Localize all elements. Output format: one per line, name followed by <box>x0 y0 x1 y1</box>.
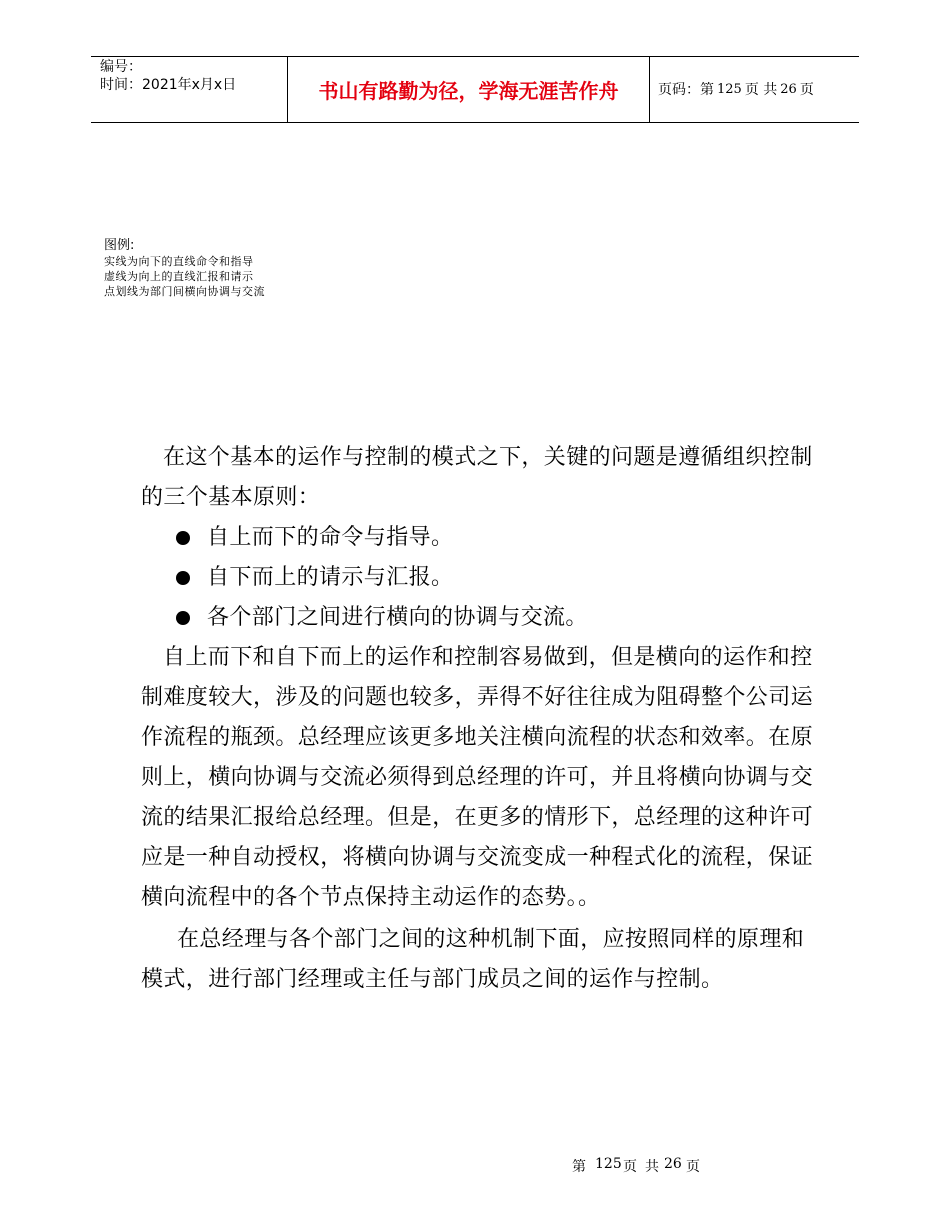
footer-suffix: 页 <box>686 1159 700 1175</box>
bullet-icon <box>176 611 190 625</box>
footer-mid2: 共 <box>645 1159 659 1175</box>
list-item-text: 自上而下的命令与指导。 <box>207 525 454 550</box>
footer-prefix: 第 <box>572 1159 586 1175</box>
footer-mid1: 页 <box>623 1159 637 1175</box>
header-divider <box>649 56 650 122</box>
header-motto: 书山有路勤为径，学海无涯苦作舟 <box>318 78 619 103</box>
document-body <box>141 438 813 1000</box>
bullet-icon <box>176 531 190 545</box>
legend-title: 图例: <box>104 238 135 253</box>
body-paragraph: 自上而下和自下而上的运作和控制容易做到，但是横向的运作和控制难度较大，涉及的问题也较多，弄得不好往往成为阻碍整个公司运作流程的瓶颈。总经理应该更多地关注横向流程的状态和效率。在原则上，横向协调与交流必须得到总经理的许可，并且将横向协调与交流的结果汇报给总经理。但是，在更多的情形下，总经理的这种许可应是一种自动授权，将横向协调与交流变成一种程式化的流程，保证横向流程中的各个节点保持主动运作的态势。。 <box>141 645 814 910</box>
header-page-suffix: 页 <box>799 82 814 98</box>
body-paragraph: 在总经理与各个部门之间的这种机制下面，应按照同样的原理和模式，进行部门经理或主任与部门成员之间的运作与控制。 <box>141 927 805 992</box>
list-item <box>141 598 813 638</box>
intro-paragraph: 在这个基本的运作与控制的模式之下，关键的问题是遵循组织控制的三个基本原则： <box>141 445 813 510</box>
header-page-current: 125 <box>717 81 742 97</box>
header-time-label: 时间：2021年x月x日 <box>100 77 237 93</box>
header-page-indicator <box>658 56 814 122</box>
footer-page-current: 125 <box>595 1156 622 1172</box>
list-item <box>141 558 813 598</box>
header-page-total: 26 <box>780 81 797 97</box>
header-page-mid: 页 共 <box>744 82 778 98</box>
legend-item-solid: 实线为向下的直线命令和指导 <box>104 255 254 268</box>
list-item-text: 自下而上的请示与汇报。 <box>207 565 454 590</box>
legend-item-dashdot: 点划线为部门间横向协调与交流 <box>104 285 265 298</box>
principles-list <box>141 518 813 638</box>
list-item <box>141 518 813 558</box>
header-meta <box>100 58 285 94</box>
bullet-icon <box>176 571 190 585</box>
diagram-legend <box>104 238 265 299</box>
list-item-text: 各个部门之间进行横向的协调与交流。 <box>207 605 588 630</box>
header-bottom-rule <box>91 122 859 123</box>
header-number-label: 编号： <box>100 59 142 75</box>
footer-page-total: 26 <box>664 1156 682 1172</box>
legend-item-dashed: 虚线为向上的直线汇报和请示 <box>104 270 254 283</box>
header-page-prefix: 页码：第 <box>658 82 714 98</box>
